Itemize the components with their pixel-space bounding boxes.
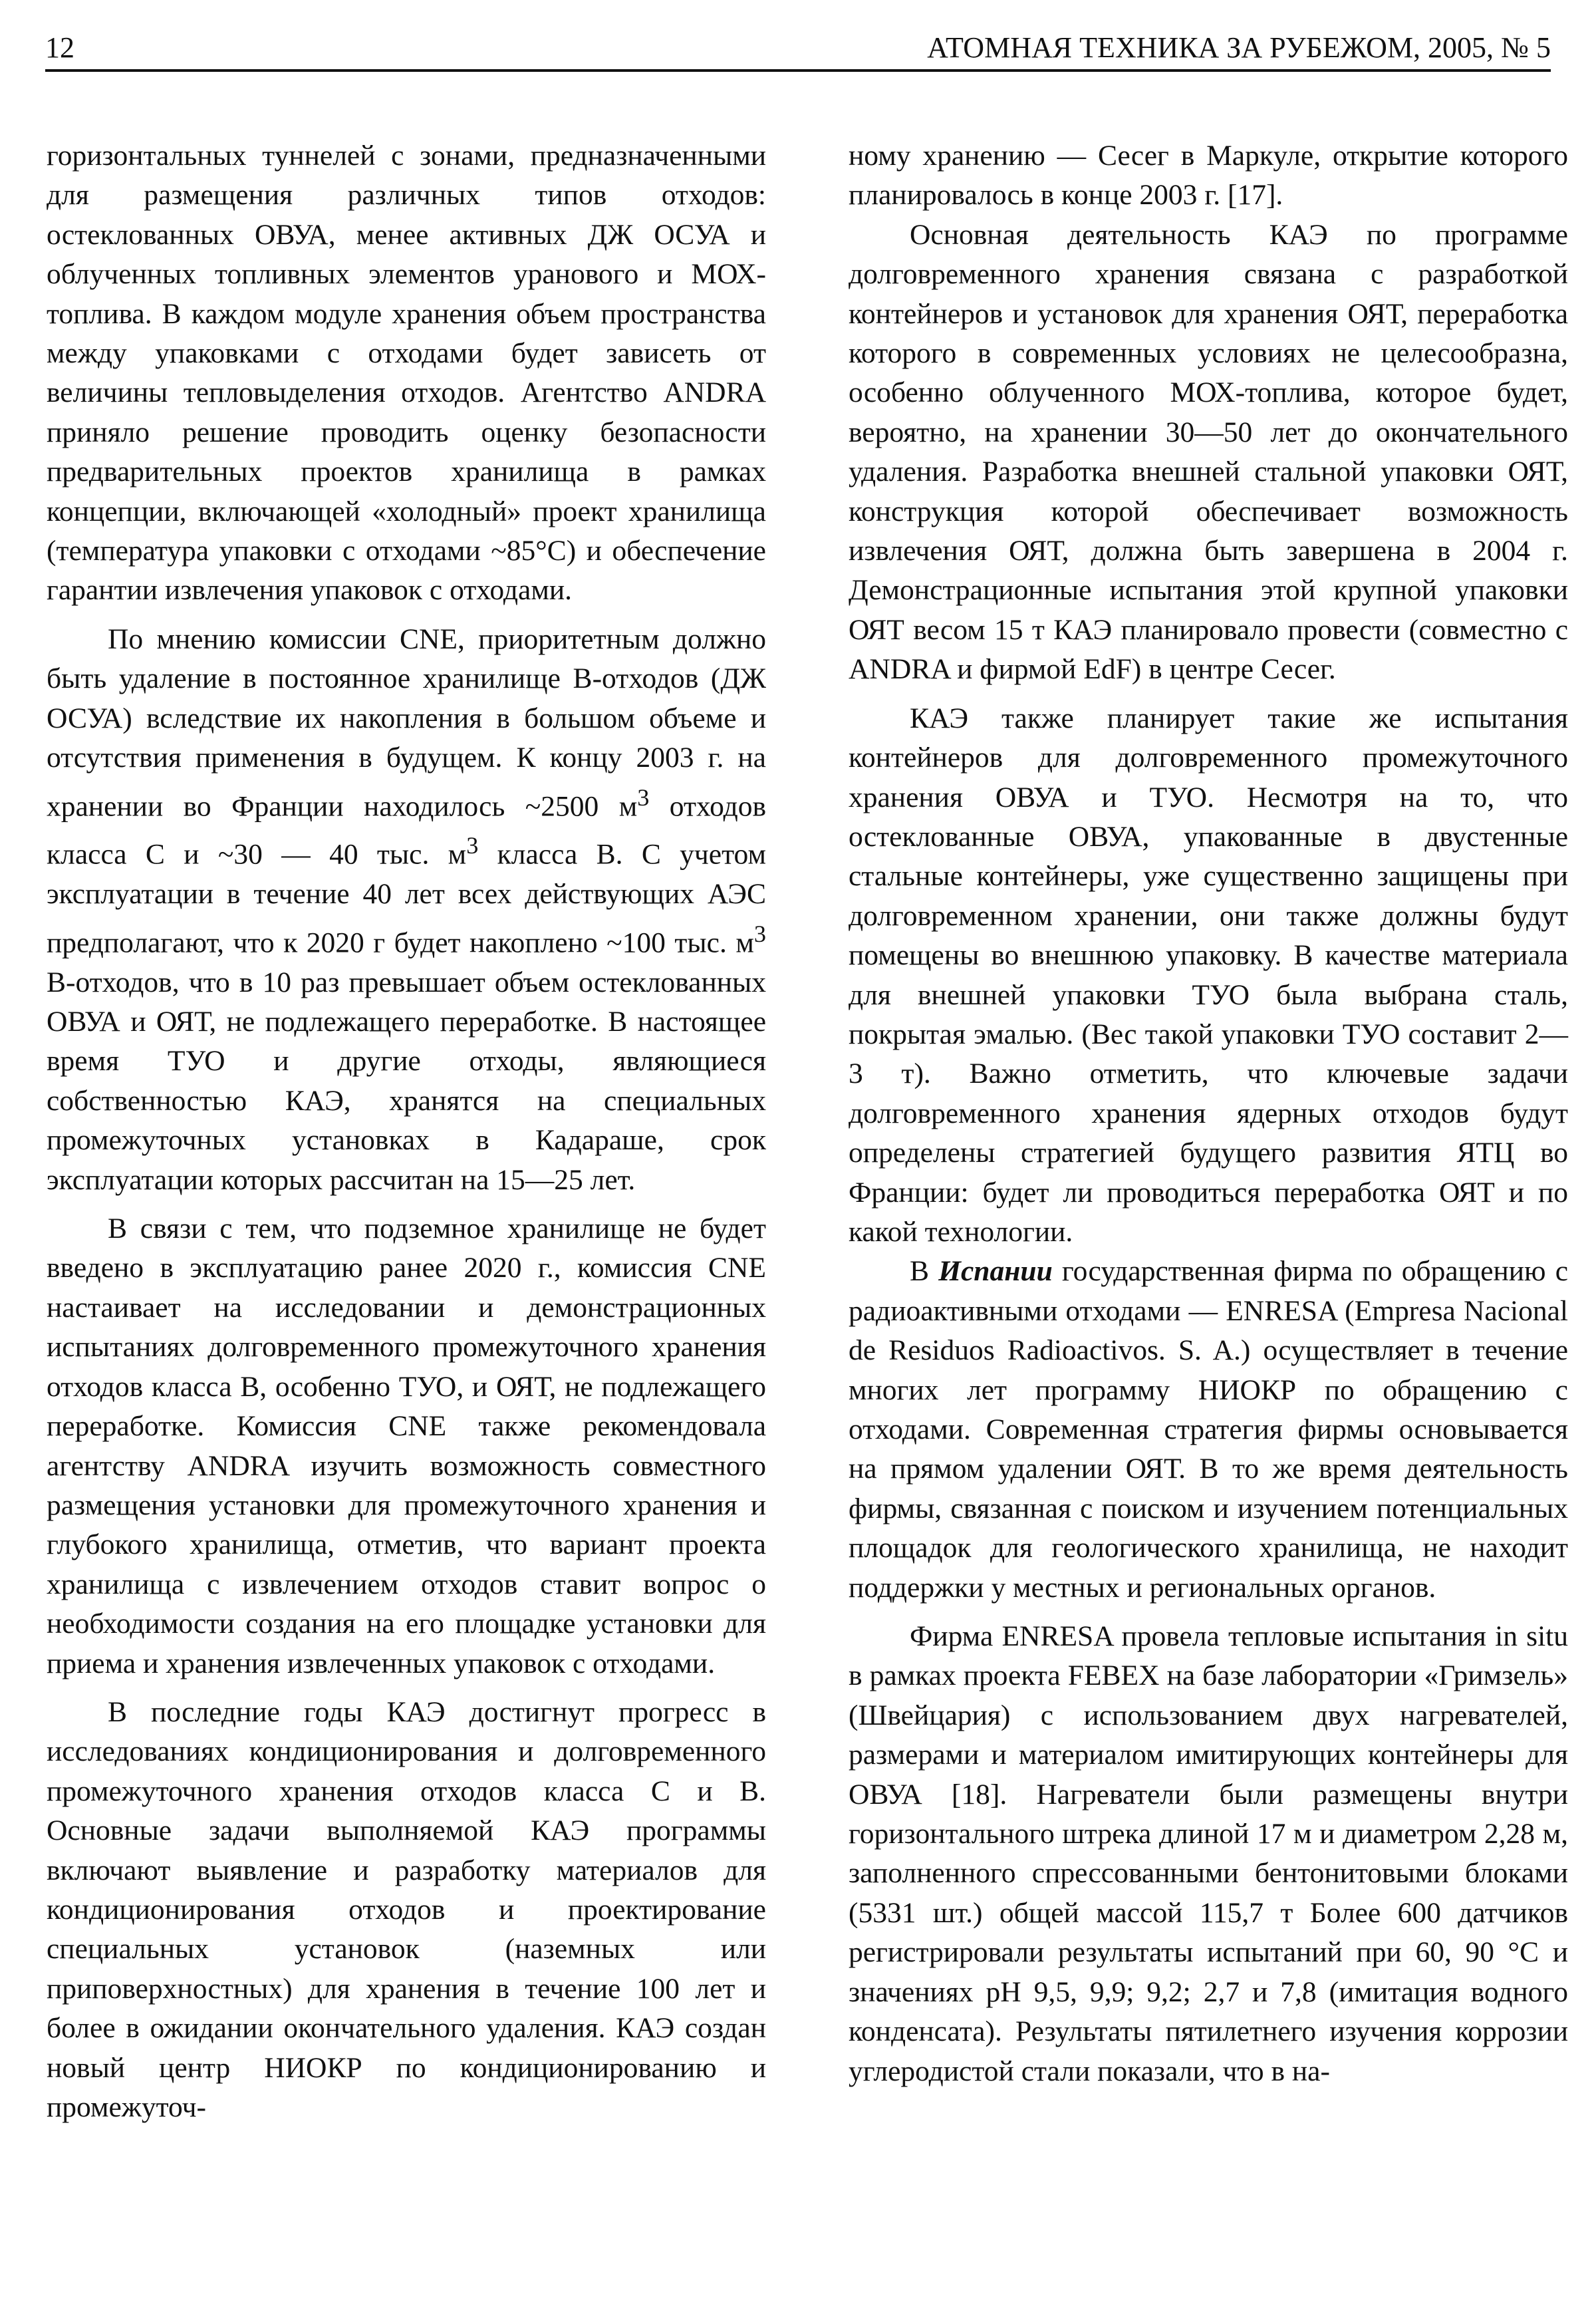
paragraph: Основная деятельность КАЭ по программе долговременного хранения связана с разработкой контейнеров и установок для хранения ОЯТ, переработка которого в современных условиях не целесообразна, особенно облученного МОХ-топлива, которое будет, вероятно, на хранении 30—50 лет до окончательного удаления. Разработка внешней стальной упаковки ОЯТ, конструкция которой обеспечивает возможность извлечения ОЯТ, должна быть завершена в 2004 г. Демонстрационные испытания этой крупной упаковки ОЯТ весом 15 т КАЭ планировало провести (совместно с ANDRA и фирмой EdF) в центре Сесег. — [849, 218, 1568, 686]
paragraph: горизонтальных туннелей с зонами, предназначенными для размещения различных типов отходов: остеклованных ОВУА, менее активных ДЖ ОСУА и облученных топливных элементов уранового и МОХ-топлива. В каждом модуле хранения объем пространства между упаковками с отходами будет зависеть от величины тепловыделения отходов. Агентство ANDRA приняло решение проводить оценку безопасности предварительных проектов хранилища в рамках концепции, включающей «холодный» проект хранилища (температура упаковки с отходами ~85°C) и обеспечение гарантии извлечения упаковок с отходами. — [47, 140, 766, 607]
text-run: По мнению комиссии CNE, приоритетным должно быть удаление в постоянное хранилище В-отходов (ДЖ ОСУА) вследствие их накопления в большом объеме и отсутствия применения в будущем. К концу 2003 г. на хранении во Франции находилось ~2500 м — [47, 623, 766, 822]
paragraph: КАЭ также планирует такие же испытания контейнеров для долговременного промежуточного хранения ОВУА и ТУО. Несмотря на то, что остеклованные ОВУА, упакованные в двустенные стальные контейнеры, уже существенно защищены при долговременном хранении, они также должны будут помещены во внешнюю упаковку. В качестве материала для внешней упаковки ТУО была выбрана сталь, покрытая эмалью. (Вес такой упаковки ТУО составит 2—3 т). Важно отметить, что ключевые задачи долговременного хранения ядерных отходов будут определены стратегией будущего развития ЯТЦ во Франции: будет ли проводиться переработка ОЯТ и по какой технологии. — [849, 702, 1568, 1248]
page-number: 12 — [45, 31, 74, 64]
country-name: Испании — [938, 1255, 1053, 1288]
right-column — [849, 136, 1568, 2091]
text-run: отходов класса С и ~30 — 40 тыс. м — [47, 790, 767, 871]
left-column — [47, 136, 766, 2127]
text-run: В — [910, 1255, 939, 1288]
superscript: 3 — [466, 832, 479, 859]
paragraph: Фирма ENRESA провела тепловые испытания in situ в рамках проекта FEBEX на базе лаборатории «Гримзель» (Швейцария) с использованием двух нагревателей, размерами и материалом имитирующих контейнеры для ОВУА [18]. Нагреватели были размещены внутри горизонтального штрека длиной 17 м и диаметром 2,28 м, заполненного спрессованными бентонитовыми блоками (5331 шт.) общей массой 115,7 т Более 600 датчиков регистрировали результаты испытаний при 60, 90 °С и значениях рН 9,5, 9,9; 9,2; 2,7 и 7,8 (имитация водного конденсата). Результаты пятилетнего изучения коррозии углеродистой стали показали, что в на- — [849, 1620, 1568, 2087]
paragraph: ному хранению — Сесег в Маркуле, открытие которого планировалось в конце 2003 г. [17]. — [849, 140, 1568, 212]
text-run: В-отходов, что в 10 раз превышает объем остеклованных ОВУА и ОЯТ, не подлежащего переработке. В настоящее время ТУО и другие отходы, являющиеся собственностью КАЭ, хранятся на специальных промежуточных установках в Кадараше, срок эксплуатации которых рассчитан на 15—25 лет. — [47, 966, 766, 1196]
page-header — [45, 27, 1551, 72]
superscript: 3 — [753, 920, 766, 947]
journal-title: АТОМНАЯ ТЕХНИКА ЗА РУБЕЖОМ, 2005, № 5 — [927, 31, 1551, 64]
text-run: класса В. С учетом эксплуатации в течение 40 лет всех действующих АЭС предполагают, что к 2020 г будет накоплено ~100 тыс. м — [47, 838, 766, 959]
paragraph: В последние годы КАЭ достигнут прогресс в исследованиях кондиционирования и долговременного промежуточного хранения отходов класса С и В. Основные задачи выполняемой КАЭ программы включают выявление и разработку материалов для кондиционирования отходов и проектирование специальных установок (наземных или приповерхностных) для хранения в течение 100 лет и более в ожидании окончательного удаления. КАЭ создан новый центр НИОКР по кондиционированию и промежуточ- — [47, 1695, 766, 2123]
text-run: государственная фирма по обращению с радиоактивными отходами — ENRESA (Empresa Nacional de Residuos Radioactivos. S. A.) осуществляет в течение многих лет программу НИОКР по обращению с отходами. Современная стратегия фирмы основывается на прямом удалении ОЯТ. В то же время деятельность фирмы, связанная с поиском и изучением потенциальных площадок для геологического хранилища, не находит поддержки у местных и региональных органов. — [849, 1255, 1568, 1604]
superscript: 3 — [637, 784, 650, 811]
paragraph: В связи с тем, что подземное хранилище не будет введено в эксплуатацию ранее 2020 г., комиссия CNE настаивает на исследовании и демонстрационных испытаниях долговременного промежуточного хранения отходов класса В, особенно ТУО, и ОЯТ, не подлежащего переработке. Комиссия CNE также рекомендовала агентству ANDRA изучить возможность совместного размещения установки для промежуточного хранения и глубокого хранилища, отметив, что вариант проекта хранилища с извлечением отходов ставит вопрос о необходимости создания на его площадке установки для приема и хранения извлеченных упаковок с отходами. — [47, 1213, 766, 1679]
paragraph — [47, 620, 766, 1200]
paragraph — [849, 1252, 1568, 1608]
